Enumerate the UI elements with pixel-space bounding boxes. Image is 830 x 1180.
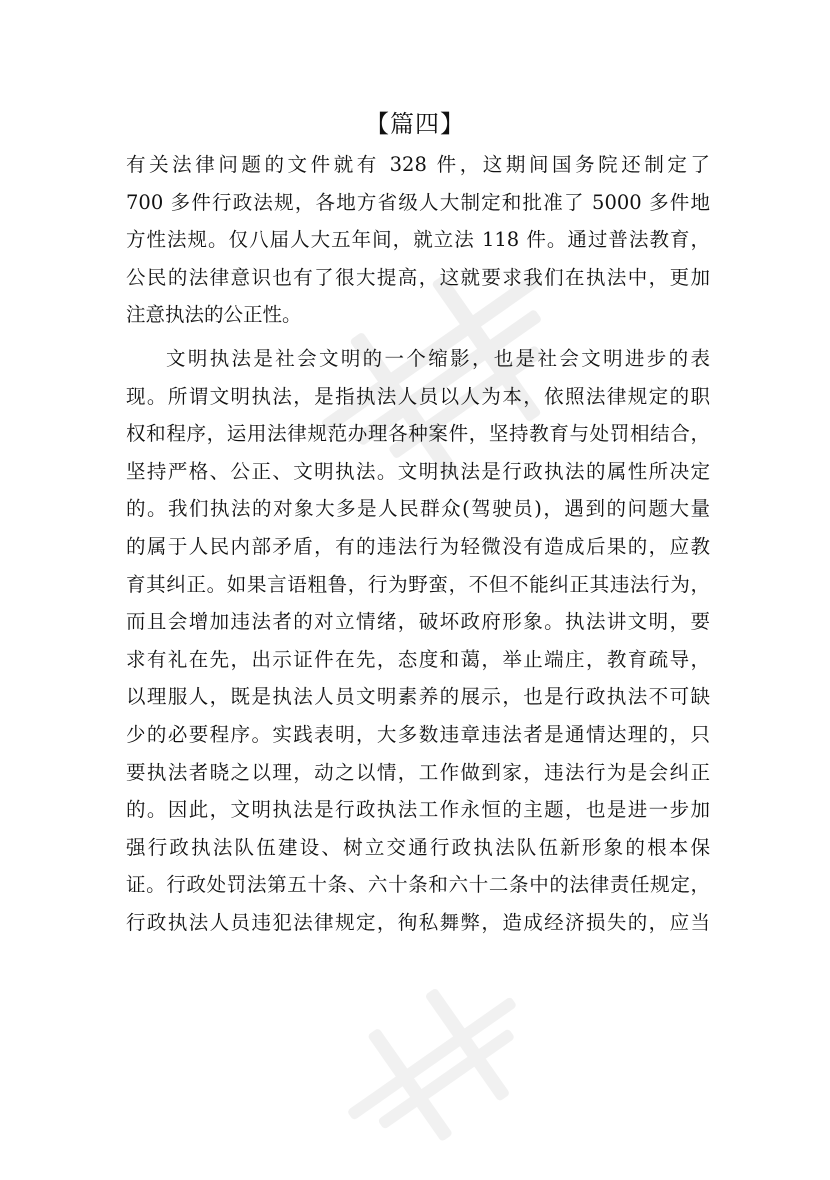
text-line: 行政执法人员违犯法律规定，徇私舞弊，造成经济损失的，应当 — [126, 910, 710, 934]
text-line: 而且会增加违法者的对立情绪，破坏政府形象。执法讲文明，要 — [126, 610, 710, 634]
text-line: 证。行政处罚法第五十条、六十条和六十二条中的法律责任规定， — [126, 873, 710, 897]
text-line: 的。我们执法的对象大多是人民群众(驾驶员)，遇到的问题大量 — [126, 497, 710, 521]
text-line: 公民的法律意识也有了很大提高，这就要求我们在执法中，更加 — [126, 265, 710, 289]
text-line: 的属于人民内部矛盾，有的违法行为轻微没有造成后果的，应教 — [126, 534, 710, 558]
text-line: 育其纠正。如果言语粗鲁，行为野蛮，不但不能纠正其违法行为， — [126, 572, 710, 596]
text-line: 求有礼在先，出示证件在先，态度和蔼，举止端庄，教育疏导， — [126, 647, 710, 671]
text-line: 坚持严格、公正、文明执法。文明执法是行政执法的属性所决定 — [126, 459, 710, 483]
text-line: 权和程序，运用法律规范办理各种案件，坚持教育与处罚相结合， — [126, 422, 710, 446]
text-line: 以理服人，既是执法人员文明素养的展示，也是行政执法不可缺 — [126, 685, 710, 709]
text-line: 注意执法的公正性。 — [126, 303, 302, 327]
body-text — [126, 146, 710, 941]
text-line: 的。因此，文明执法是行政执法工作永恒的主题，也是进一步加 — [126, 798, 710, 822]
text-line: 现。所谓文明执法，是指执法人员以人为本，依照法律规定的职 — [126, 384, 710, 408]
text-line: 方性法规。仅八届人大五年间，就立法 118 件。通过普法教育， — [126, 228, 710, 252]
text-line: 文明执法是社会文明的一个缩影，也是社会文明进步的表 — [166, 346, 710, 370]
text-line: 强行政执法队伍建设、树立交通行政执法队伍新形象的根本保 — [126, 835, 710, 859]
section-title: 【篇四】 — [365, 110, 465, 138]
text-line: 700 多件行政法规，各地方省级人大制定和批准了 5000 多件地 — [126, 190, 710, 214]
text-line: 要执法者晓之以理，动之以情，工作做到家，违法行为是会纠正 — [126, 760, 710, 784]
text-line: 有关法律问题的文件就有 328 件，这期间国务院还制定了 — [126, 153, 710, 176]
watermark-logo — [330, 960, 550, 1180]
text-line: 少的必要程序。实践表明，大多数违章违法者是通情达理的，只 — [126, 722, 710, 746]
paragraph — [126, 146, 710, 334]
paragraph — [126, 340, 710, 942]
